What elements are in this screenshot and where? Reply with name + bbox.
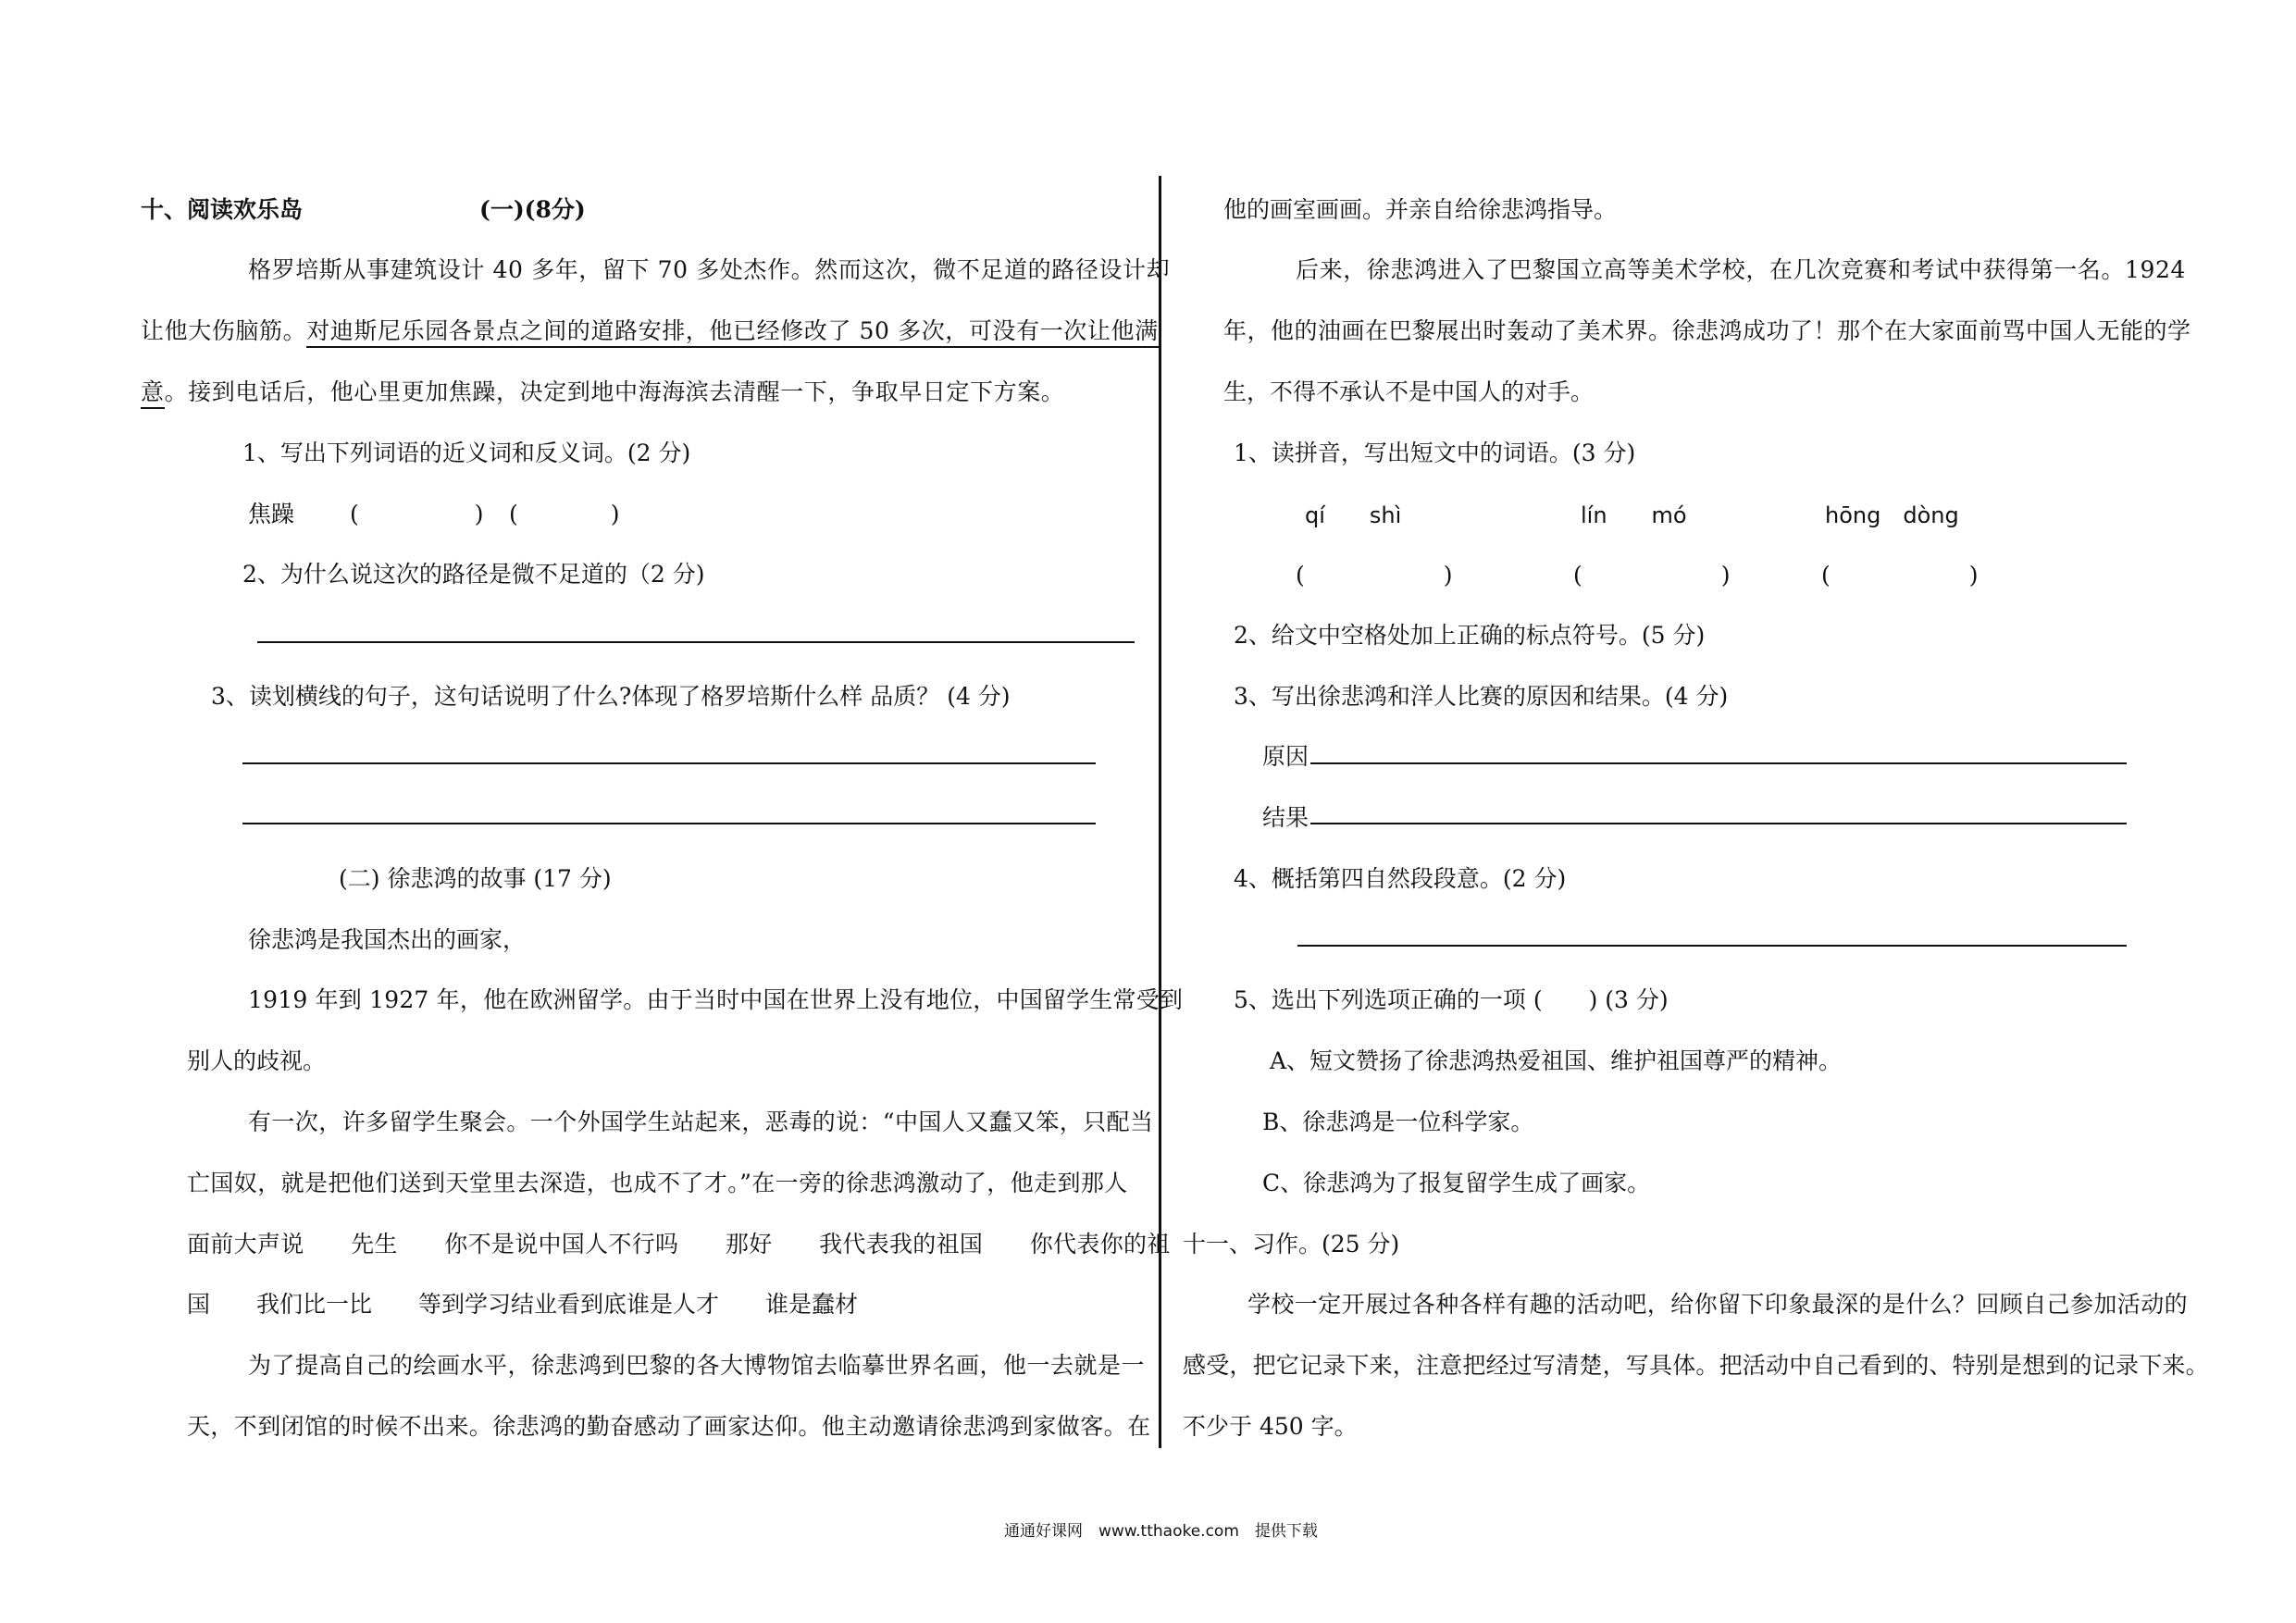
part2-heading: (二) 徐悲鸿的故事 (17 分) — [339, 865, 612, 892]
passage1-line2-plain: 让他大伤脑筋。 — [141, 317, 307, 344]
story-para5-line3: 生，不得不承认不是中国人的对手。 — [1223, 378, 1595, 405]
writing-prompt-line3: 不少于 450 字。 — [1183, 1413, 1358, 1440]
q4-answer-line[interactable] — [1297, 945, 2127, 947]
story-para2-line2: 别人的歧视。 — [187, 1047, 327, 1074]
cause-label: 原因 — [1262, 743, 1309, 770]
section-title-reading: 十、阅读欢乐岛 — [141, 196, 304, 223]
pinyin-2: lín mó — [1581, 502, 1687, 528]
right-question-4: 4、概括第四自然段段意。(2 分) — [1234, 865, 1567, 892]
pinyin-blank-1[interactable]: ( ) — [1296, 562, 1453, 588]
right-question-5: 5、选出下列选项正确的一项 ( ) (3 分) — [1234, 986, 1669, 1013]
pinyin-blank-2[interactable]: ( ) — [1573, 562, 1731, 588]
passage1-line1: 格罗培斯从事建筑设计 40 多年，留下 70 多处杰作。然而这次，微不足道的路径设计却 — [248, 256, 1171, 283]
result-label: 结果 — [1262, 804, 1309, 831]
q2-answer-line[interactable] — [257, 641, 1135, 643]
part1-heading: (一)(8分) — [479, 196, 586, 223]
left-question-2: 2、为什么说这次的路径是微不足道的（2 分) — [242, 561, 705, 588]
q1-antonym-blank[interactable]: ( ) — [509, 501, 620, 527]
section-title-writing: 十一、习作。(25 分) — [1183, 1231, 1400, 1258]
left-question-1: 1、写出下列词语的近义词和反义词。(2 分) — [242, 440, 691, 466]
right-question-3: 3、写出徐悲鸿和洋人比赛的原因和结果。(4 分) — [1234, 683, 1729, 710]
right-question-2: 2、给文中空格处加上正确的标点符号。(5 分) — [1234, 622, 1706, 649]
pinyin-3: hōng dòng — [1825, 502, 1959, 528]
underlined-sentence-end: 意 — [141, 378, 165, 409]
q3-answer-line-1[interactable] — [242, 762, 1096, 764]
q3-answer-line-2[interactable] — [242, 823, 1096, 824]
story-para5-line1: 后来，徐悲鸿进入了巴黎国立高等美术学校，在几次竞赛和考试中获得第一名。1924 — [1296, 256, 2187, 283]
story-para3-line2: 亡国奴，就是把他们送到天堂里去深造，也成不了才。”在一旁的徐悲鸿激动了，他走到那人 — [187, 1170, 1128, 1196]
right-question-1: 1、读拼音，写出短文中的词语。(3 分) — [1234, 440, 1636, 466]
writing-prompt-line1: 学校一定开展过各种各样有趣的活动吧，给你留下印象最深的是什么？回顾自己参加活动的 — [1247, 1291, 2189, 1318]
q1-synonym-blank[interactable]: ( ) — [350, 501, 484, 527]
story-para4-line1: 为了提高自己的绘画水平，徐悲鸿到巴黎的各大博物馆去临摹世界名画，他一去就是一 — [248, 1352, 1146, 1379]
story-para4-line2: 天，不到闭馆的时候不出来。徐悲鸿的勤奋感动了画家达仰。他主动邀请徐悲鸿到家做客。在 — [187, 1413, 1151, 1440]
story-continuation: 他的画室画画。并亲自给徐悲鸿指导。 — [1223, 196, 1618, 223]
cause-answer-line[interactable] — [1310, 762, 2127, 764]
left-question-3: 3、读划横线的句子，这句话说明了什么?体现了格罗培斯什么样 品质？ (4 分) — [211, 683, 1011, 710]
passage1-line3-plain: 。接到电话后，他心里更加焦躁，决定到地中海海滨去清醒一下，争取早日定下方案。 — [164, 378, 1065, 405]
passage1-line2 — [141, 313, 1159, 346]
pinyin-blank-3[interactable]: ( ) — [1821, 562, 1979, 588]
q1-word: 焦躁 — [248, 501, 295, 527]
underlined-sentence: 对迪斯尼乐园各景点之间的道路安排，他已经修改了 50 多次，可没有一次让他满 — [306, 317, 1159, 348]
story-para5-line2: 年，他的油画在巴黎展出时轰动了美术界。徐悲鸿成功了！那个在大家面前骂中国人无能的学 — [1223, 317, 2191, 344]
story-para2-line1: 1919 年到 1927 年，他在欧洲留学。由于当时中国在世界上没有地位，中国留学生常受到 — [248, 986, 1184, 1013]
story-para3-line4: 国 我们比一比 等到学习结业看到底谁是人才 谁是蠢材 — [187, 1291, 859, 1318]
story-para3-line3: 面前大声说 先生 你不是说中国人不行吗 那好 我代表我的祖国 你代表你的祖 — [187, 1231, 1171, 1258]
writing-prompt-line2: 感受，把它记录下来，注意把经过写清楚，写具体。把活动中自己看到的、特别是想到的记录下来。 — [1183, 1352, 2209, 1379]
option-a: A、短文赞扬了徐悲鸿热爱祖国、维护祖国尊严的精神。 — [1270, 1047, 1843, 1074]
story-para3-line1: 有一次，许多留学生聚会。一个外国学生站起来，恶毒的说：“中国人又蠢又笨，只配当 — [248, 1109, 1154, 1135]
story-line-1: 徐悲鸿是我国杰出的画家， — [248, 926, 527, 953]
option-b: B、徐悲鸿是一位科学家。 — [1262, 1109, 1534, 1135]
passage1-line3 — [141, 374, 1064, 407]
result-answer-line[interactable] — [1310, 823, 2127, 824]
option-c: C、徐悲鸿为了报复留学生成了画家。 — [1262, 1170, 1651, 1196]
footer-source: 通通好课网 www.tthaoke.com 提供下载 — [1004, 1522, 1318, 1541]
pinyin-1: qí shì — [1305, 502, 1402, 528]
